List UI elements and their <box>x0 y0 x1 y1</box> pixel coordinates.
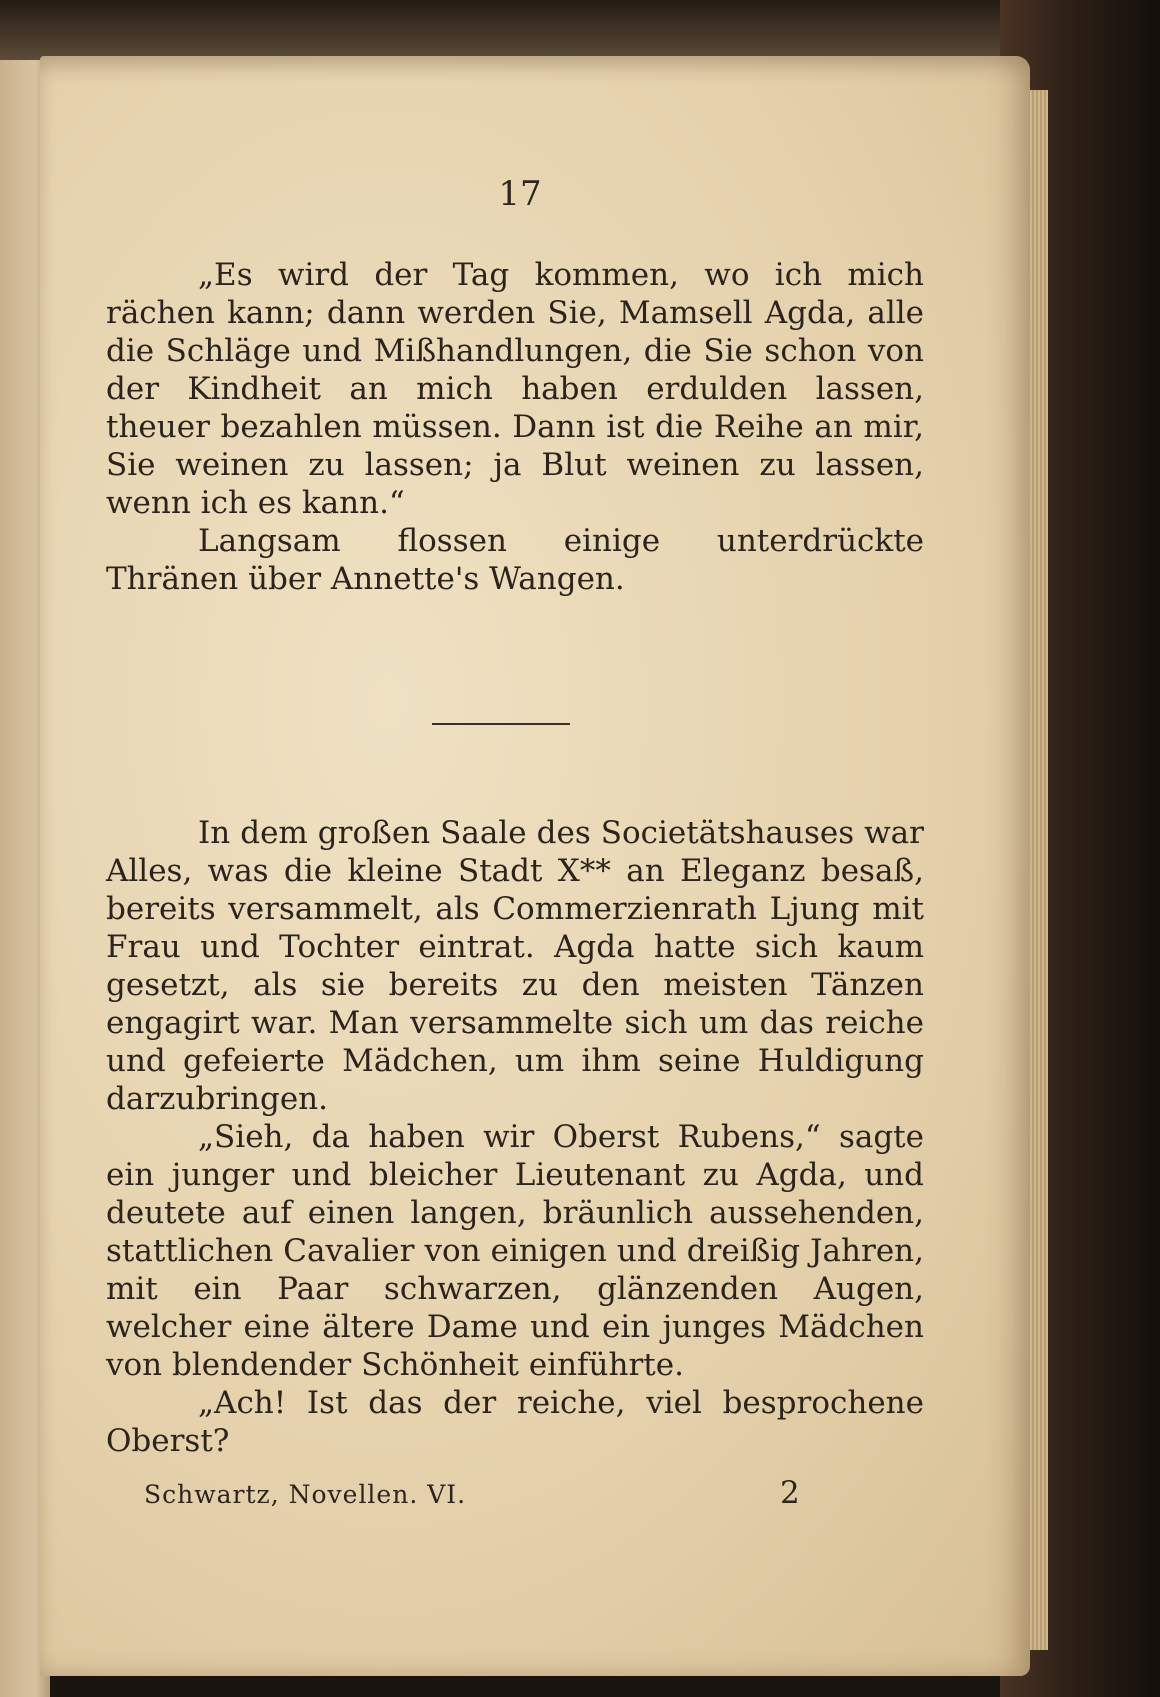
text-block-top <box>106 256 924 598</box>
signature-mark: 2 <box>780 1475 800 1511</box>
paragraph: Langsam flossen einige unterdrückte Thränen über Annette's Wangen. <box>106 523 924 597</box>
book-page <box>40 56 1030 1676</box>
paragraph: „Es wird der Tag kommen, wo ich mich rächen kann; dann werden Sie, Mamsell Agda, alle die Schläge und Mißhandlungen, die Sie schon von der Kindheit an mich haben erdulden lassen, theuer bezahlen müssen. Dann ist die Reihe an mir, Sie weinen zu lassen; ja Blut weinen zu lassen, wenn ich es kann.“ <box>106 257 924 521</box>
paragraph: „Sieh, da haben wir Oberst Rubens,“ sagte ein junger und bleicher Lieutenant zu Agda, und deutete auf einen langen, bräunlich aussehenden, stattlichen Cavalier von einigen und dreißig Jahren, mit ein Paar schwarzen, glänzenden Augen, welcher eine ältere Dame und ein junges Mädchen von blendender Schönheit einführte. <box>106 1119 924 1383</box>
text-block-bottom <box>106 814 924 1460</box>
paragraph: „Ach! Ist das der reiche, viel besprochene Oberst? <box>106 1385 924 1459</box>
paragraph: In dem großen Saale des Societätshauses war Alles, was die kleine Stadt X** an Eleganz besaß, bereits versammelt, als Commerzienrath Ljung mit Frau und Tochter eintrat. Agda hatte sich kaum gesetzt, als sie bereits zu den meisten Tänzen engagirt war. Man versammelte sich um das reiche und gefeierte Mädchen, um ihm seine Huldigung darzubringen. <box>106 815 924 1117</box>
section-divider <box>432 723 570 725</box>
page-footer: Schwartz, Novellen. VI. <box>144 1480 467 1509</box>
page-number: 17 <box>498 174 542 214</box>
page-stack-edge <box>1030 90 1048 1650</box>
